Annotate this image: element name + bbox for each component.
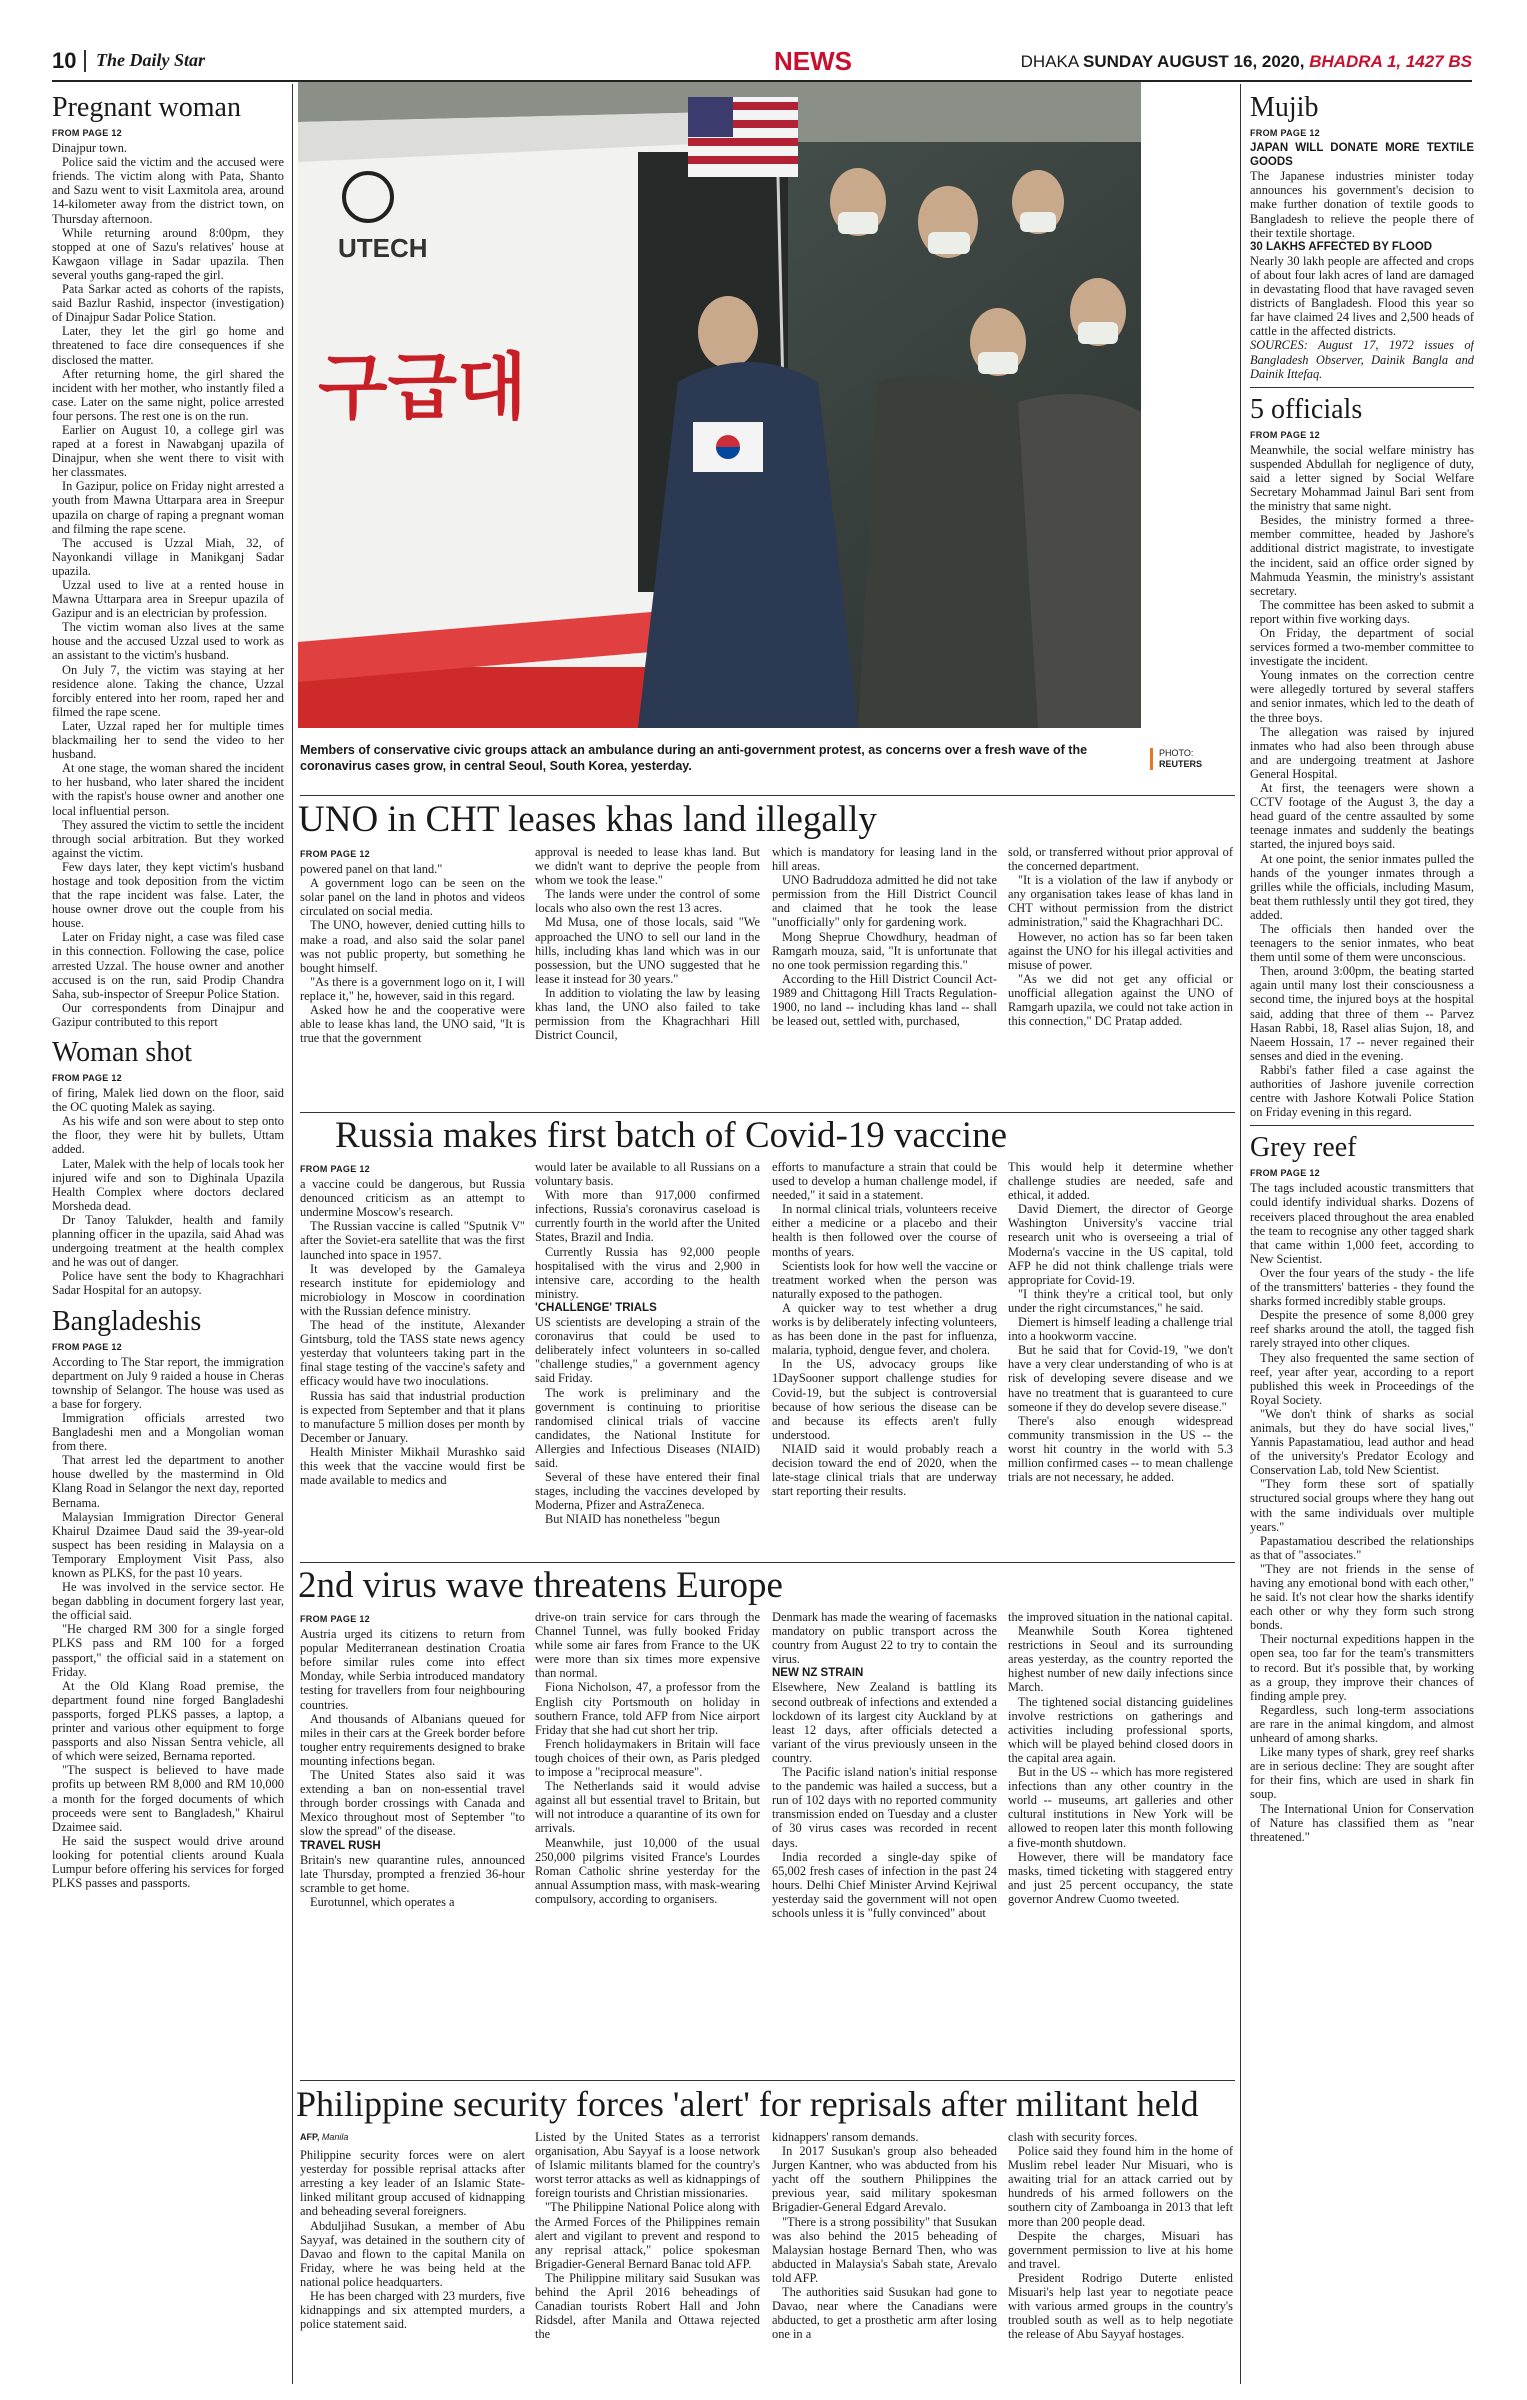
europe-column-2: [535, 1610, 760, 2080]
story-paragraph: Md Musa, one of those locals, said "We approached the UNO to sell our land in the hills, including khas land which was in our possession, but the UNO suggested that he lease it instead for 30 years.": [535, 915, 760, 986]
story-paragraph: Police have sent the body to Khagrachhari Sadar Hospital for an autopsy.: [52, 1269, 284, 1298]
story-paragraph: Meanwhile, just 10,000 of the usual 250,000 pilgrims visited France's Lourdes Roman Catholic shrine yesterday for the annual Assumption mass, with mask-wearing compulsory, according to organisers.: [535, 1835, 760, 1906]
story-paragraph: which is mandatory for leasing land in the hill areas.: [772, 845, 997, 874]
story-paragraph: In 2017 Susukan's group also beheaded Jurgen Kantner, who was abducted from his yacht off the southern Philippines the previous year, said military spokesman Brigadier-General Edgard Arevalo.: [772, 2144, 997, 2215]
story-paragraph: "They are not friends in the sense of having any emotional bond with each other," he said. It's not clear how the sharks identify each other or why they form such strong bonds.: [1250, 1561, 1474, 1633]
story-paragraph: Several of these have entered their final stages, including the vaccines developed by Moderna, Pfizer and AstraZeneca.: [535, 1470, 760, 1513]
story-paragraph: Abduljihad Susukan, a member of Abu Sayyaf, was detained in the southern city of Davao and flown to the capital Manila on Friday, where he was being held at the national police headquarters.: [300, 2218, 525, 2289]
story-paragraph: "The Philippine National Police along with the Armed Forces of the Philippines remain alert and vigilant to prevent and respond to any reprisal attack," police spokesman Brigadier-General Bernard Banac told AFP.: [535, 2200, 760, 2271]
photo-credit-label: PHOTO:: [1159, 748, 1194, 758]
philippine-column-4: [1008, 2130, 1233, 2392]
story-paragraph: "The suspect is believed to have made profits up between RM 8,000 and RM 10,000 a month for the forged documents of which proceeds were sent to Bangladesh," Khairul Dzaimee said.: [52, 1763, 284, 1834]
headline-grey-reef: Grey reef: [1250, 1132, 1357, 1164]
story-divider: [300, 1112, 1235, 1113]
story-paragraph: Eurotunnel, which operates a: [310, 1894, 455, 1909]
dateline-city: DHAKA: [1020, 52, 1079, 71]
story-body: [1250, 1181, 1474, 1843]
story-paragraph: There's also enough widespread community transmission in the US -- the worst hit country in the world with 5.3 million confirmed cases -- to mean challenge trials are not necessary, he added.: [1008, 1413, 1233, 1485]
story-paragraph: The lands were under the control of some locals who also own the rest 13 acres.: [535, 887, 760, 916]
story-paragraph: Pata Sarkar acted as cohorts of the rapists, said Bazlur Rashid, inspector (investigation) of Dinajpur Sadar Police Station.: [52, 282, 284, 325]
story-paragraph: Health Minister Mikhail Murashko said this week that the vaccine would first be made available to medics and: [300, 1444, 525, 1488]
story-divider: [300, 1562, 1235, 1563]
jump-line: FROM PAGE 12: [300, 849, 370, 859]
story-paragraph: Their nocturnal expeditions happen in the open sea, too far for the team's transmitters to record. But it's possible that, by working as a group, they improve their chances of finding ample prey.: [1250, 1632, 1474, 1703]
subhead: NEW NZ STRAIN: [772, 1667, 864, 1680]
story-paragraph: They also frequented the same section of reef, year after year, according to a report published this week in Proceedings of the Royal Society.: [1250, 1350, 1474, 1407]
ambulance-lettering: 구급대: [318, 345, 527, 429]
story-paragraph: Then, around 3:00pm, the beating started again until many lost their consciousness a second time, the injured boys at the hospital said, adding that three of them -- Parvez Hasan Rabbi, 18, Rasel alias Sujon, 18, and Naeem Hossain, 17 -- never regained their senses and died in the evening.: [1250, 964, 1474, 1063]
story-paragraph: "As we did not get any official or unofficial allegation against the UNO of Ramgarh upazila, we could not take action in this connection," DC Pratap added.: [1008, 971, 1233, 1029]
story-paragraph: The accused is Uzzal Miah, 32, of Nayonkandi village in Manikganj Sadar upazila.: [52, 535, 284, 578]
story-paragraph: At one point, the senior inmates pulled the hands of the younger inmates through a grilles while the officials, including Masum, beat them ruthlessly until they got tired, they added.: [1250, 851, 1474, 922]
column-rule: [1240, 84, 1241, 2384]
story-body: [1250, 443, 1474, 1120]
story-paragraph: The International Union for Conservation of Nature has classified them as "near threatened.": [1250, 1801, 1474, 1844]
story-body: [1008, 2130, 1233, 2341]
story-body: [535, 1160, 760, 1301]
story-paragraph: Dr Tanoy Talukder, health and family planning officer in the upazila, said Ahad was undergoing treatment at the health complex and he was out of danger.: [52, 1212, 284, 1270]
headline-uno: UNO in CHT leases khas land illegally: [298, 799, 877, 840]
story-paragraph: That arrest led the department to another house dwelled by the mastermind in Old Klang Road in Selangor the next day, reported Bernama.: [52, 1453, 284, 1510]
story-paragraph: NIAID said it would probably reach a decision toward the end of 2020, when the late-stage clinical trials that are underway start reporting their results.: [772, 1441, 997, 1499]
story-paragraph: Britain's new quarantine rules, announced late Thursday, prompted a frenzied 36-hour scramble to get home.: [300, 1852, 525, 1895]
story-paragraph: It was developed by the Gamaleya research institute for epidemiology and microbiology in Moscow in coordination with the Russian defence ministry.: [300, 1261, 525, 1318]
story-paragraph: Earlier on August 10, a college girl was raped at a forest in Nawabganj upazila of Dinajpur, when she went there to visit with her classmates.: [52, 422, 284, 480]
story-body: [535, 845, 760, 1042]
story-paragraph: The Russian vaccine is called "Sputnik V" after the Soviet-era satellite that was the first launched into space in 1957.: [300, 1219, 525, 1262]
story-body: [300, 2148, 525, 2331]
story-paragraph: The head of the institute, Alexander Gintsburg, told the TASS state news agency yesterday that volunteers taking part in the final stage testing of the vaccine's safety and efficacy would have two inoculations.: [300, 1318, 525, 1389]
uno-column-1: [300, 845, 525, 1113]
story-paragraph: Over the four years of the study - the life of the transmitters' batteries - they found the sharks formed incredibly stable groups.: [1250, 1265, 1474, 1309]
byline: [300, 2130, 525, 2144]
story-paragraph: Regardless, such long-term associations are rare in the animal kingdom, and almost unheard of among sharks.: [1250, 1702, 1474, 1746]
story-paragraph: "He charged RM 300 for a single forged PLKS pass and RM 100 for a forged passport," the official said in a statement on Friday.: [52, 1622, 284, 1679]
story-paragraph: In normal clinical trials, volunteers receive either a medicine or a placebo and their health is then followed over the course of months of years.: [772, 1202, 997, 1259]
story-paragraph: Fiona Nicholson, 47, a professor from the English city Portsmouth on holiday in southern France, told AFP from Nice airport Friday that she had cut short her trip.: [535, 1680, 760, 1737]
story-paragraph: David Diemert, the director of George Washington University's vaccine trial research unit who is overseeing a trial of Moderna's vaccine in the US capital, told AFP he did not think challenge trials were appropriate for Covid-19.: [1008, 1202, 1233, 1287]
story-paragraph: However, no action has so far been taken against the UNO for his illegal activities and misuse of power.: [1008, 929, 1233, 972]
russia-column-4: [1008, 1160, 1233, 1562]
story-paragraph: But he said that for Covid-19, "we don't have a very clear understanding of who is at risk of developing severe disease and we have no treatment that is guaranteed to cure someone if they do develop severe disease.": [1008, 1343, 1233, 1414]
philippine-column-3: [772, 2130, 997, 2392]
story-paragraph: Few days later, they kept victim's husband hostage and took deposition from the victim that the rape incident was false. Later, the house owner drove out the couple from his house.: [52, 859, 284, 931]
europe-column-4: [1008, 1610, 1233, 2080]
story-divider: [300, 795, 1235, 796]
story-divider: [1250, 387, 1474, 388]
story-paragraph: Philippine security forces were on alert yesterday for possible reprisal attacks after arresting a key leader of an Islamic State-linked militant group accused of kidnapping and beheading several foreigners.: [300, 2148, 525, 2219]
jump-line: FROM PAGE 12: [1250, 1168, 1320, 1179]
story-body: [52, 141, 284, 1029]
headline-woman-shot: Woman shot: [52, 1037, 193, 1068]
story-paragraph: The Philippine military said Susukan was behind the April 2016 beheadings of Canadian tourists Robert Hall and John Ridsdel, after Manila and Ottawa rejected the: [535, 2270, 760, 2342]
story-body: [535, 2130, 760, 2341]
story-paragraph: They assured the victim to settle the incident through social arbitration. But they worked against the victim.: [52, 817, 284, 860]
story-body: [300, 1627, 525, 1838]
story-paragraph: Like many types of shark, grey reef sharks are in serious decline: They are sought after for their fins, which are used in shark fin soup.: [1250, 1745, 1474, 1802]
story-body: [1008, 1160, 1233, 1484]
story-paragraph: As his wife and son were about to step onto the floor, they were hit by bullets, Uttam added.: [52, 1114, 284, 1157]
story-paragraph: "It is a violation of the law if anybody or any organisation takes lease of khas land in CHT without permission from the district administration," said the Khagrachhari DC.: [1008, 873, 1233, 930]
story-body: [300, 1853, 525, 1909]
story-paragraph: "They form these sort of spatially structured social groups where they hang out with the same individuals over multiple years.": [1250, 1477, 1474, 1534]
jump-line: FROM PAGE 12: [300, 1614, 370, 1624]
story-paragraph: In Gazipur, police on Friday night arrested a youth from Mawna Uttarpara area in Sreepur upazila on charge of raping a pregnant woman and filming the rape scene.: [52, 479, 284, 536]
story-paragraph: kidnappers' ransom demands.: [772, 2130, 919, 2144]
subhead: 30 LAKHS AFFECTED BY FLOOD: [1250, 240, 1433, 253]
story-paragraph: Despite the presence of some 8,000 grey reef sharks around the atoll, the tagged fish rarely strayed into other cliques.: [1250, 1308, 1474, 1351]
story-paragraph: powered panel on that land.": [300, 862, 443, 877]
byline-place: Manila: [321, 2132, 349, 2142]
story-paragraph: a vaccine could be dangerous, but Russia denounced criticism as an attempt to undermine Moscow's research.: [300, 1177, 525, 1220]
story-paragraph: Immigration officials arrested two Bangladeshi men and a Mongolian woman from there.: [52, 1410, 284, 1454]
story-paragraph: The committee has been asked to submit a report within five working days.: [1250, 597, 1474, 626]
story-paragraph: efforts to manufacture a strain that could be used to develop a human challenge model, if needed," it said in a statement.: [772, 1160, 997, 1203]
section-title: NEWS: [774, 46, 852, 76]
american-flag: [688, 97, 798, 177]
story-paragraph: The United States also said it was extending a ban on non-essential travel through border crossings with Canada and Mexico throughout most of September "to slow the spread" of the disease.: [300, 1768, 525, 1839]
byline-agency: AFP,: [300, 2132, 320, 2142]
story-paragraph: sold, or transferred without prior approval of the concerned department.: [1008, 845, 1233, 874]
story-body: [52, 1086, 284, 1297]
story-paragraph: Elsewhere, New Zealand is battling its second outbreak of infections and extended a lockdown of its largest city Auckland by at least 12 days, after officials detected a variant of the virus previously unseen in the country.: [772, 1680, 997, 1765]
story-paragraph: Denmark has made the wearing of facemasks mandatory on public transport across the country from August 22 to try to contain the virus.: [772, 1610, 997, 1667]
left-column: [52, 92, 284, 2392]
story-body: [52, 1355, 284, 1891]
story-paragraph: He said the suspect would drive around looking for potential clients around Kuala Lumpur before offering his services for forged PLKS passes and passports.: [52, 1833, 284, 1891]
paper-logo: The Daily Star: [96, 50, 206, 70]
story-paragraph: The work is preliminary and the government is continuing to prioritise randomised clinical trials of vaccine candidates, the National Institute for Allergies and Infectious Diseases (NIAID) said.: [535, 1385, 760, 1470]
story-body: [535, 1610, 760, 1906]
story-paragraph: The Pacific island nation's initial response to the pandemic was hailed a success, but a run of 102 days with no reported community transmission ended on Tuesday and a cluster of 30 virus cases was recorded in recent days.: [772, 1765, 997, 1850]
story-paragraph: The authorities said Susukan had gone to Davao, near where the Canadians were abducted, to get a prosthetic arm after losing one in a: [772, 2285, 997, 2342]
story-paragraph: At first, the teenagers were shown a CCTV footage of the August 3, the day a head guard of the centre assaulted by some teenage inmates and suddenly the beatings started, the injured boys said.: [1250, 781, 1474, 852]
story-paragraph: The victim woman also lives at the same house and the accused Uzzal used to work as an assistant to the victim's husband.: [52, 620, 284, 663]
story-body: [772, 2130, 997, 2341]
story-paragraph: According to The Star report, the immigration department on July 9 raided a house in Cheras township of Selangor. The house was used as a base for forgery.: [52, 1354, 284, 1411]
story-paragraph: The UNO, however, denied cutting hills to make a road, and also said the solar panel was not public property, but something he bought himself.: [300, 918, 525, 975]
story-paragraph: Our correspondents from Dinajpur and Gazipur contributed to this report: [52, 1000, 284, 1029]
europe-column-3: [772, 1610, 997, 2080]
story-paragraph: Later, they let the girl go home and threatened to face dire consequences if she disclosed the matter.: [52, 324, 284, 367]
jump-line: FROM PAGE 12: [52, 1341, 122, 1352]
story-paragraph: Rabbi's father filed a case against the authorities of Jashore juvenile correction centre with Jashore Kotwali Police Station on Friday evening in this regard.: [1250, 1062, 1474, 1120]
story-divider: [300, 2080, 1235, 2081]
europe-column-1: [300, 1610, 525, 2080]
story-paragraph: This would help it determine whether challenge studies are needed, safe and ethical, it added.: [1008, 1160, 1233, 1203]
story-paragraph: In the US, advocacy groups like 1DaySooner support challenge studies for Covid-19, but the subject is controversial because of how serious the disease can be and because its effects aren't fully understood.: [772, 1357, 997, 1442]
story-body: [1008, 1610, 1233, 1906]
uno-column-3: [772, 845, 997, 1113]
story-paragraph: Later, Malek with the help of locals took her injured wife and son to Dighinala Upazila Health Complex where doctors declared Morsheda dead.: [52, 1156, 284, 1213]
story-paragraph: UNO Badruddoza admitted he did not take permission from the Hill District Council and claimed that he took the lease "unofficially" only for gardening work.: [772, 873, 997, 930]
story-body: [300, 862, 525, 1045]
story-body: [535, 1315, 760, 1526]
subhead: JAPAN WILL DONATE MORE TEXTILE GOODS: [1250, 142, 1474, 169]
story-paragraph: Austria urged its citizens to return from popular Mediterranean destination Croatia before similar rules come into effect Monday, while Serbia introduced mandatory testing for travellers from four neighbouring countries.: [300, 1627, 525, 1712]
masthead-divider: [84, 50, 86, 72]
story-paragraph: But in the US -- which has more registered infections than any other country in the world -- museums, art galleries and other cultural institutions in New York will be allowed to reopen later this month following a five-month shutdown.: [1008, 1765, 1233, 1850]
column-rule: [292, 84, 293, 2384]
protest-photo-illustration: [298, 82, 1141, 728]
story-paragraph: Papastamatiou described the relationships as that of "associates.": [1250, 1533, 1474, 1562]
story-paragraph: Dinajpur town.: [52, 141, 128, 156]
story-paragraph: French holidaymakers in Britain will face tough choices of their own, as Paris pledged to impose a "reciprocal measure".: [535, 1736, 760, 1780]
story-paragraph: the improved situation in the national capital.: [1008, 1610, 1233, 1624]
story-paragraph: "There is a strong possibility" that Susukan was also behind the 2015 beheading of Malaysian hostage Bernard Then, who was abducted in Malaysia's Sabah state, Arevalo told AFP.: [772, 2214, 997, 2285]
jump-line: FROM PAGE 12: [1250, 429, 1320, 440]
story-paragraph: However, there will be mandatory face masks, timed ticketing with staggered entry and just 25 percent occupancy, the state governor Andrew Cuomo tweeted.: [1008, 1849, 1233, 1906]
story-paragraph: Scientists look for how well the vaccine or treatment worked when the person was naturally exposed to the pathogen.: [772, 1258, 997, 1301]
story-paragraph: The tightened social distancing guidelines involve restrictions on gatherings and activities including professional sports, which will be played behind closed doors in the capital area again.: [1008, 1694, 1233, 1765]
story-paragraph: And thousands of Albanians queued for miles in their cars at the Greek border before tougher entry requirements designed to brake mounting infections began.: [300, 1711, 525, 1768]
story-paragraph: Later on Friday night, a case was filed case in this connection. Following the case, police arrested Uzzal. The house owner and another accused is on the run, said Prodip Chandra Saha, sub-inspector of Sreepur Police Station.: [52, 930, 284, 1001]
story-paragraph: The officials then handed over the teenagers to the senior inmates, who beat them until some of them were unconscious.: [1250, 921, 1474, 965]
sources-note: SOURCES: August 17, 1972 issues of Bangladesh Observer, Dainik Bangla and Dainik Ittefaq.: [1250, 338, 1474, 381]
story-paragraph: Besides, the ministry formed a three-member committee, headed by Jashore's additional district magistrate, to investigate the incident, said an office order signed by Mahmuda Yeasmin, the ministry's assistant secretary.: [1250, 513, 1474, 598]
headline-philippine: Philippine security forces 'alert' for reprisals after militant held: [296, 2084, 1199, 2124]
headline-europe: 2nd virus wave threatens Europe: [298, 1565, 783, 1606]
story-paragraph: Police said they found him in the home of Muslim rebel leader Nur Misuari, who is awaiting trial for an attack carried out by hundreds of his armed followers on the southern city of Zamboanga in 2013 that left more than 200 people dead.: [1008, 2144, 1233, 2229]
headline-bangladeshis: Bangladeshis: [52, 1305, 202, 1337]
masthead: [52, 46, 1472, 82]
story-paragraph: Asked how he and the cooperative were able to lease khas land, the UNO said, "It is true that the government: [300, 1003, 525, 1046]
story-divider: [1250, 1125, 1474, 1126]
story-paragraph: According to the Hill District Council Act-1989 and Chittagong Hill Tracts Regulation-1900, no land -- including khas land -- shall be leased out, settled with, purchased,: [772, 971, 997, 1029]
story-paragraph: At the Old Klang Road premise, the department found nine forged Bangladeshi passports, forged PLKS passes, a laptop, a printer and various other equipment to forge passports and also Nissan Sentra vehicle, all of which were seized, Bernama reported.: [52, 1678, 284, 1764]
philippine-column-1: [300, 2130, 525, 2392]
story-paragraph: But NIAID has nonetheless "begun: [545, 1512, 721, 1527]
story-paragraph: Despite the charges, Misuari has government permission to live at his home and travel.: [1008, 2228, 1233, 2271]
dateline-date: SUNDAY AUGUST 16, 2020,: [1083, 52, 1305, 71]
story-paragraph: On Friday, the department of social services formed a two-member committee to investigate the incident.: [1250, 626, 1474, 669]
story-paragraph: India recorded a single-day spike of 65,002 fresh cases of infection in the past 24 hours. Delhi Chief Minister Arvind Kejriwal yesterday said the government will not open schools unless it is "fully convinced" about: [772, 1849, 997, 1920]
story-paragraph: Malaysian Immigration Director General Khairul Dzaimee Daud said the 39-year-old suspect has been residing in Malaysia on a Temporary Employment Visit Pass, also known as PLKS, for the past 10 years.: [52, 1509, 284, 1580]
story-paragraph: Young inmates on the correction centre were allegedly tortured by several staffers and senior inmates, which led to the death of the three boys.: [1250, 668, 1474, 725]
story-paragraph: A government logo can be seen on the solar panel on the land in photos and videos circulated on social media.: [300, 876, 525, 919]
photo-caption: Members of conservative civic groups attack an ambulance during an anti-government protest, as concerns over a fresh wave of the coronavirus cases grow, in central Seoul, South Korea, yesterday.: [300, 743, 1088, 773]
story-body: [1008, 845, 1233, 1028]
story-paragraph: of firing, Malek lied down on the floor, said the OC quoting Malek as saying.: [52, 1086, 284, 1115]
story-paragraph: A quicker way to test whether a drug works is by deliberately infecting volunteers, as has been done in the past for influenza, malaria, typhoid, dengue fever, and cholera.: [772, 1300, 997, 1358]
headline-mujib: Mujib: [1250, 92, 1319, 123]
story-paragraph: In addition to violating the law by leasing khas land, the UNO also failed to take permission from the Khagrachhari Hill District Council,: [535, 985, 760, 1043]
story-paragraph: Nearly 30 lakh people are affected and crops of about four lakh acres of land are damaged in devastating flood that have ravaged seven districts of Bangladesh. Flood this year so far have claimed 24 lives and 2,500 heads of cattle in the affected districts.: [1250, 253, 1474, 339]
news-photo: [298, 82, 1141, 728]
story-paragraph: Police said the victim and the accused were friends. The victim along with Pata, Shanto and Sazu went to visit Laxmitola area, around 14-kilometer away from the district town, on Thursday afternoon.: [52, 155, 284, 226]
story-paragraph: After returning home, the girl shared the incident with her mother, who instantly filed a case. Later on the same night, police arrested four persons. The rest one is on the run.: [52, 366, 284, 423]
story-paragraph: He was involved in the service sector. He began dabbling in document forgery last year, the official said.: [52, 1580, 284, 1623]
story-paragraph: clash with security forces.: [1008, 2130, 1138, 2144]
story-paragraph: The Netherlands said it would advise against all but essential travel to Britain, but will not introduce a quarantine of its own for arrivals.: [535, 1779, 760, 1836]
story-paragraph: The Japanese industries minister today announces his government's decision to make further donation of textile goods to Bangladesh to relieve the people there of their textile shortage.: [1250, 169, 1474, 240]
headline-5-officials: 5 officials: [1250, 393, 1363, 425]
story-paragraph: Diemert is himself leading a challenge trial into a hookworm vaccine.: [1008, 1315, 1233, 1344]
story-body: [772, 1610, 997, 1666]
story-paragraph: drive-on train service for cars through the Channel Tunnel, was fully booked Friday while some air fares from France to the UK were more than six times more expensive than normal.: [535, 1610, 760, 1681]
story-paragraph: At one stage, the woman shared the incident to her husband, who later shared the incident with the rapist's house owner and another one local influential person.: [52, 761, 284, 818]
story-paragraph: Russia has said that industrial production is expected from September and that it plans to manufacture 5 million doses per month by December or January.: [300, 1388, 525, 1445]
story-paragraph: would later be available to all Russians on a voluntary basis.: [535, 1160, 760, 1189]
vehicle-brand-text: UTECH: [338, 233, 428, 263]
dateline-bangla: BHADRA 1, 1427 BS: [1309, 52, 1472, 71]
story-paragraph: On July 7, the victim was staying at her residence alone. Taking the chance, Uzzal forcibly entered into her room, raped her and filmed the rape scene.: [52, 662, 284, 719]
story-paragraph: He has been charged with 23 murders, five kidnappings and six attempted murders, a police statement said.: [300, 2289, 525, 2332]
story-paragraph: Meanwhile South Korea tightened restrictions in Seoul and its surrounding areas yesterday, as the country reported the highest number of new daily infections since March.: [1008, 1624, 1233, 1695]
story-body: [772, 1680, 997, 1920]
story-paragraph: Mong Sheprue Chowdhury, headman of Ramgarh mouza, said, "It is unfortunate that no one took permission regarding this.": [772, 929, 997, 972]
headline-russia: Russia makes first batch of Covid-19 vaccine: [335, 1115, 1007, 1156]
story-paragraph: Currently Russia has 92,000 people hospitalised with the virus and 2,900 in intensive care, according to the health ministry.: [535, 1244, 760, 1301]
story-paragraph: "As there is a government logo on it, I will replace it," he, however, said in this regard.: [300, 974, 525, 1003]
photo-credit: [1150, 748, 1259, 770]
russia-column-2: [535, 1160, 760, 1562]
story-paragraph: President Rodrigo Duterte enlisted Misuari's help last year to negotiate peace with various armed groups in the country's troubled south as well as to help negotiate the release of Abu Sayyaf hostages.: [1008, 2270, 1233, 2342]
headline-pregnant-woman: Pregnant woman: [52, 92, 241, 123]
jump-line: FROM PAGE 12: [300, 1164, 370, 1174]
page-number: 10: [52, 48, 77, 73]
story-paragraph: US scientists are developing a strain of the coronavirus that could be used to deliberately infect volunteers in so-called "challenge studies," a government agency said Friday.: [535, 1315, 760, 1386]
jump-line: FROM PAGE 12: [52, 128, 122, 138]
story-paragraph: The tags included acoustic transmitters that could identify individual sharks. Dozens of receivers placed throughout the area enabled the team to recognise any other tagged shark that came within 1,000 feet, according to New Scientist.: [1250, 1181, 1474, 1266]
story-body: [772, 845, 997, 1028]
story-paragraph: "I think they're a critical tool, but only under the right circumstances," he said.: [1008, 1286, 1233, 1315]
story-body: [772, 1160, 997, 1498]
uno-column-4: [1008, 845, 1233, 1113]
story-paragraph: "We don't think of sharks as social animals, but they do have social lives," Yannis Papastamatiou, lead author and head of the university's Predator Ecology and Conservation Lab, told New Scientist.: [1250, 1406, 1474, 1478]
russia-column-1: [300, 1160, 525, 1562]
right-column: [1250, 92, 1474, 2392]
story-paragraph: approval is needed to lease khas land. But we didn't want to deprive the people from whom we took the lease.": [535, 845, 760, 888]
story-paragraph: With more than 917,000 confirmed infections, Russia's coronavirus caseload is currently fourth in the world after the United States, Brazil and India.: [535, 1188, 760, 1245]
story-paragraph: Later, Uzzal raped her for multiple times blackmailing her to send the video to her husband.: [52, 718, 284, 762]
russia-column-3: [772, 1160, 997, 1562]
uno-column-2: [535, 845, 760, 1113]
jump-line: FROM PAGE 12: [1250, 128, 1320, 138]
philippine-column-2: [535, 2130, 760, 2392]
story-paragraph: The allegation was raised by injured inmates who had also been through abuse and are undergoing treatment at Jashore General Hospital.: [1250, 724, 1474, 781]
subhead: TRAVEL RUSH: [300, 1839, 381, 1852]
jump-line: FROM PAGE 12: [52, 1073, 122, 1083]
subhead: 'CHALLENGE' TRIALS: [535, 1301, 657, 1314]
photo-credit-source: REUTERS: [1159, 759, 1203, 769]
story-paragraph: Uzzal used to live at a rented house in Mawna Uttarpara area in Sreepur upazila of Gazipur and is an electrician by profession.: [52, 578, 284, 621]
dateline: [1021, 52, 1472, 72]
story-paragraph: Listed by the United States as a terrorist organisation, Abu Sayyaf is a loose network of Islamic militants blamed for the country's worst terror attacks as well as kidnappings of foreign tourists and Christian missionaries.: [535, 2130, 760, 2201]
story-paragraph: Meanwhile, the social welfare ministry has suspended Abdullah for negligence of duty, said a letter signed by Social Welfare Secretary Mohammad Jainul Bari sent from the ministry that same night.: [1250, 442, 1474, 514]
story-body: [300, 1177, 525, 1487]
story-paragraph: While returning around 8:00pm, they stopped at one of Sazu's relatives' house at Kawgaon village in Sadar upazila. Then several youths gang-raped the girl.: [52, 225, 284, 282]
